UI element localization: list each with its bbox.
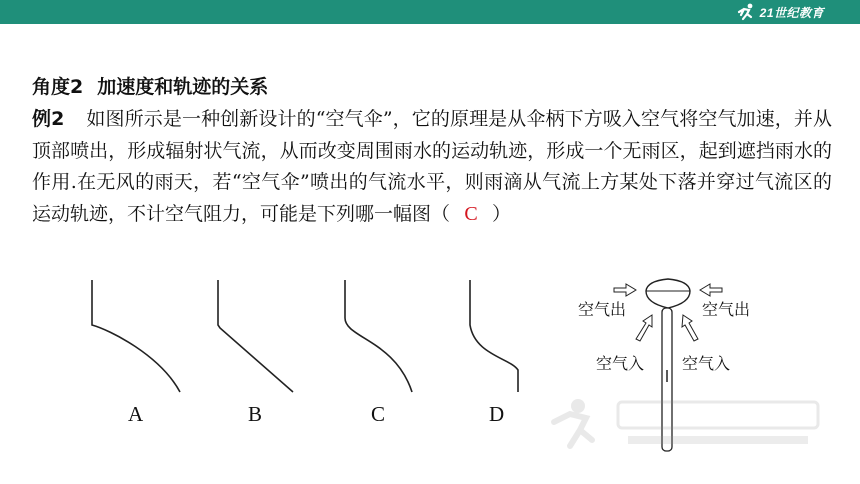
arrow-out-left-icon — [614, 284, 636, 296]
arrow-out-right-icon — [700, 284, 722, 296]
watermark-logo — [548, 392, 838, 452]
question-label: 例2 — [32, 108, 65, 130]
air-in-right-label: 空气入 — [682, 354, 731, 373]
option-label-c: C — [371, 402, 386, 426]
air-out-right-label: 空气出 — [702, 300, 751, 319]
option-label-b: B — [248, 402, 263, 426]
arrow-in-right-icon — [682, 315, 698, 341]
trajectory-c — [345, 280, 412, 392]
trajectory-b — [218, 280, 293, 392]
trajectory-d — [470, 280, 518, 392]
answer-text: C — [464, 202, 478, 225]
umbrella-canopy — [646, 279, 690, 308]
arrow-in-left-icon — [636, 315, 652, 341]
runner-icon — [735, 3, 757, 21]
trajectory-figures — [0, 270, 560, 410]
heading-label: 角度2 — [32, 76, 84, 98]
trajectory-a — [92, 280, 180, 392]
question-paragraph — [32, 104, 832, 230]
option-label-d: D — [489, 402, 505, 426]
section-heading — [32, 72, 268, 99]
question-close: ） — [492, 202, 512, 225]
question-text: 如图所示是一种创新设计的“空气伞”，它的原理是从伞柄下方吸入空气将空气加速，并从顶部喷出，形成辐射状气流，从而改变周围雨水的运动轨迹，形成一个无雨区，起到遮挡雨水的作用.在无风的雨天，若“空气伞”喷出的气流水平，则雨滴从气流上方某处下落并穿过气流区的运动轨迹，不计空气阻力，可能是下列哪一幅图（ — [32, 108, 832, 225]
heading-title: 加速度和轨迹的关系 — [97, 76, 269, 98]
air-in-left-label: 空气入 — [596, 354, 645, 373]
logo-text: 21世纪教育 — [759, 5, 824, 20]
air-out-left-label: 空气出 — [578, 300, 627, 319]
top-banner — [0, 0, 860, 24]
brand-logo — [735, 1, 824, 23]
option-label-a: A — [128, 402, 144, 426]
